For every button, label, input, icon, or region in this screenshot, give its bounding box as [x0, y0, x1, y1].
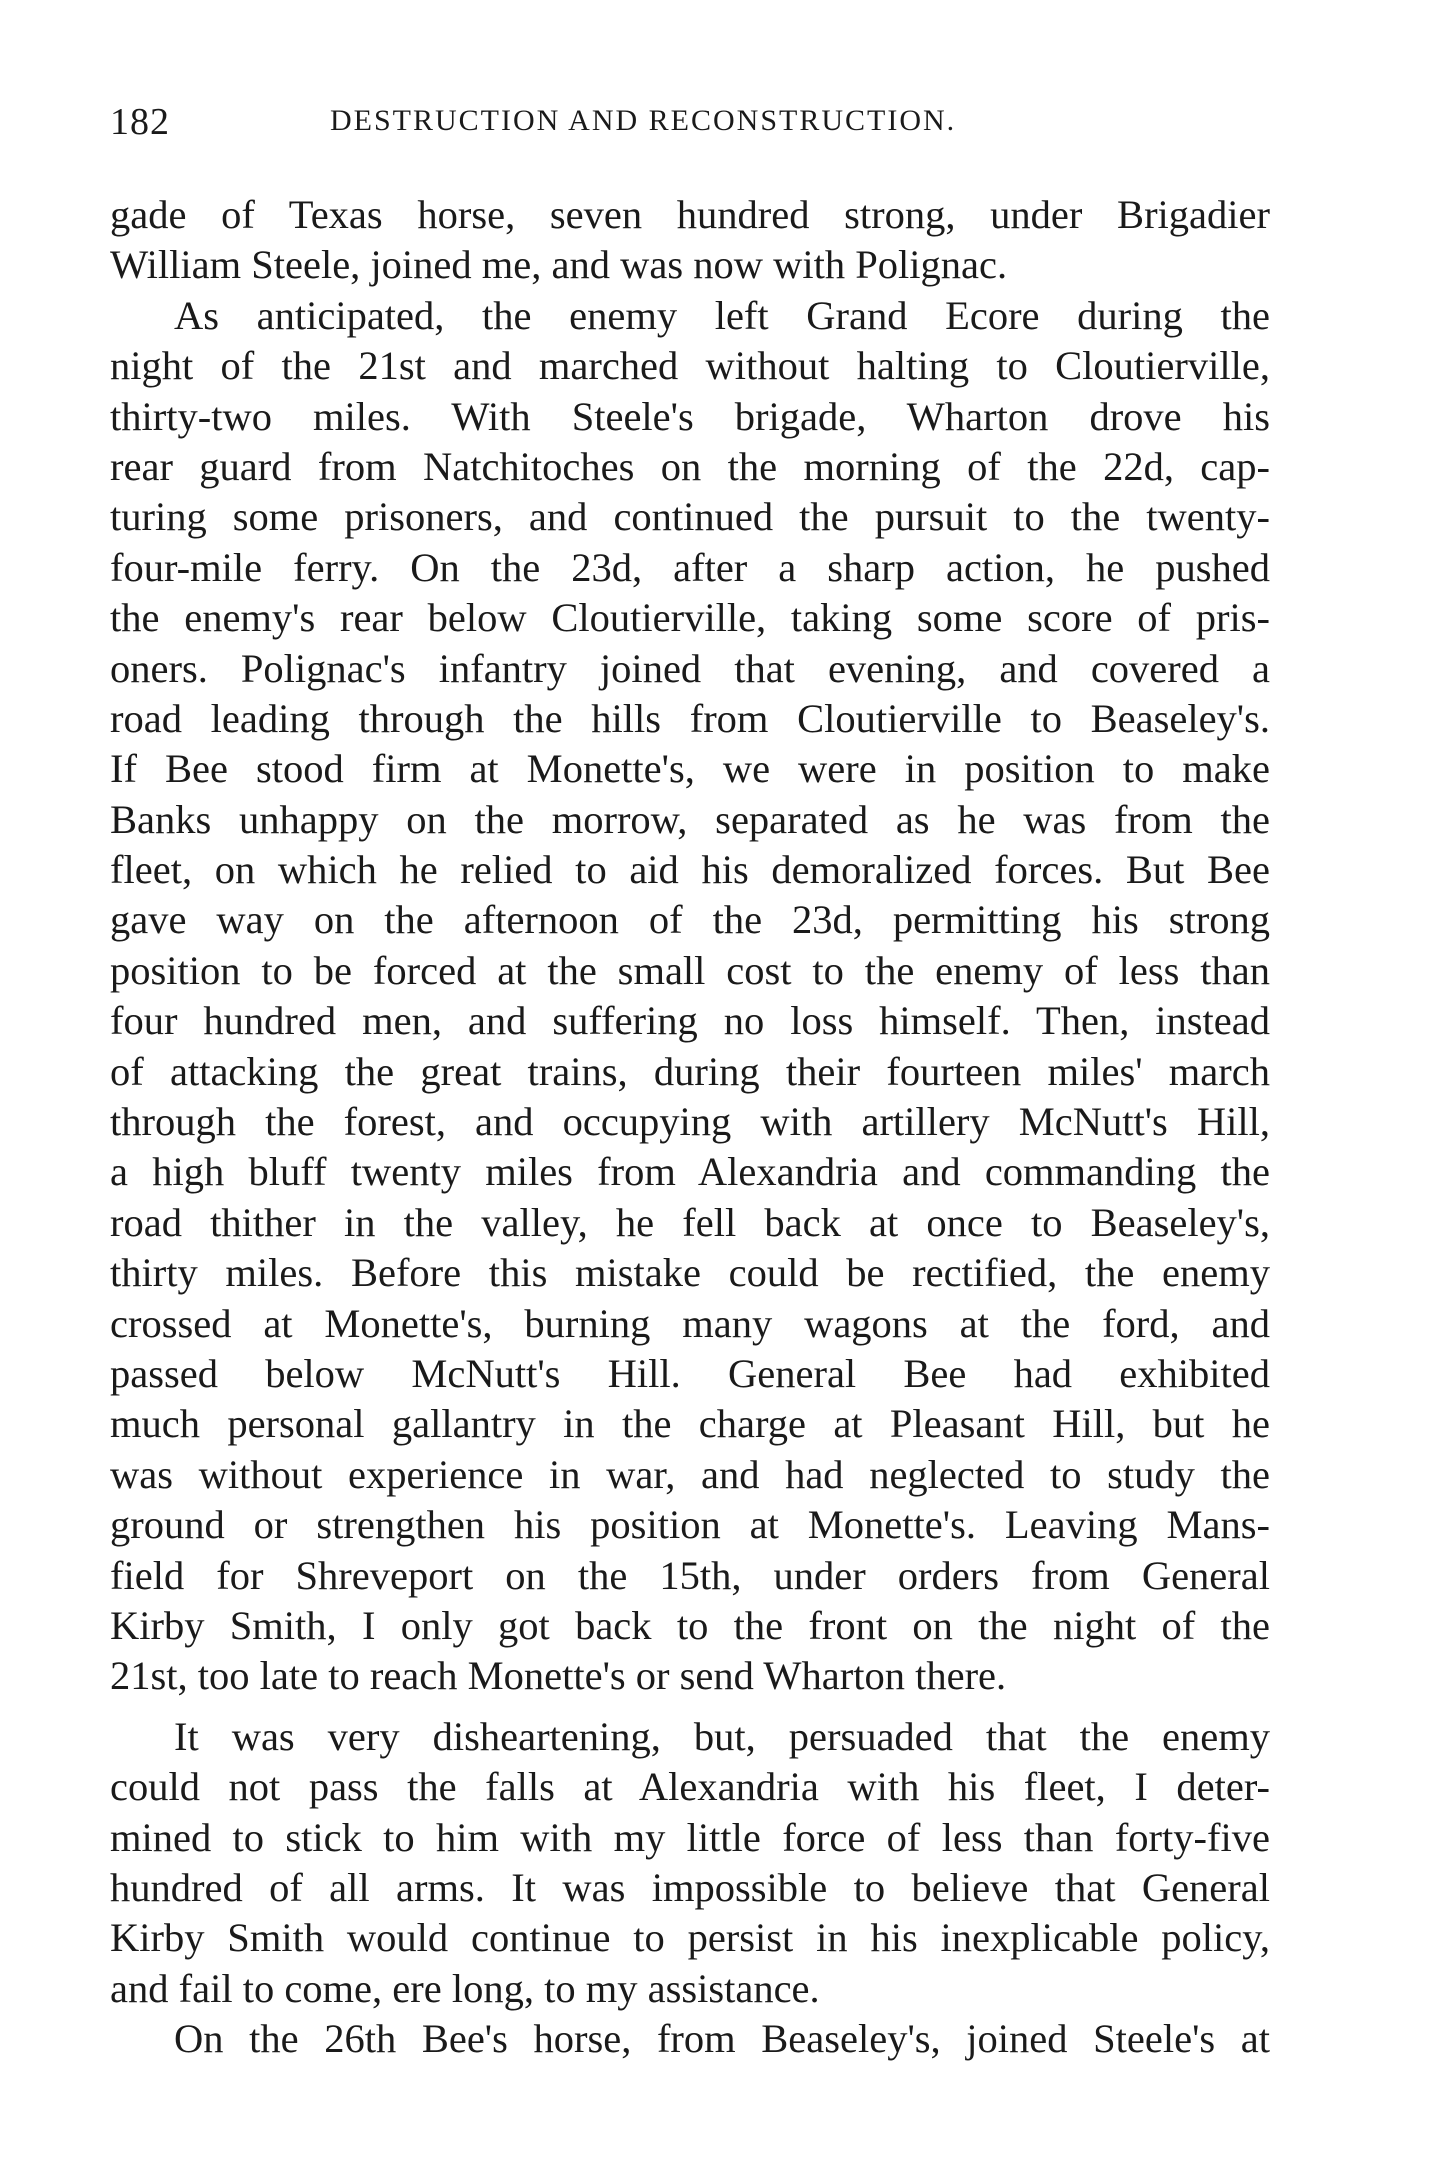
page-number: 182: [110, 101, 170, 143]
text-line: On the 26th Bee's horse, from Beaseley's, joined Steele's at: [174, 2016, 1270, 2062]
paragraph: [110, 1712, 1270, 2014]
running-title: DESTRUCTION AND RECONSTRUCTION.: [330, 104, 957, 137]
text-line: rear guard from Natchitoches on the morning of the 22d, cap-: [110, 443, 1270, 489]
text-line: night of the 21st and marched without halting to Cloutierville,: [110, 343, 1270, 389]
text-line: road thither in the valley, he fell back at once to Beaseley's,: [110, 1199, 1270, 1245]
paragraph: [110, 190, 1270, 291]
text-line: 21st, too late to reach Monette's or send Wharton there.: [110, 1653, 1007, 1699]
text-line: road leading through the hills from Cloutierville to Beaseley's.: [110, 695, 1270, 741]
text-line: crossed at Monette's, burning many wagons at the ford, and: [110, 1300, 1270, 1346]
text-line: much personal gallantry in the charge at Pleasant Hill, but he: [110, 1401, 1270, 1447]
text-line: and fail to come, ere long, to my assistance.: [110, 1965, 820, 2011]
text-line: a high bluff twenty miles from Alexandria and commanding the: [110, 1149, 1270, 1195]
text-line: hundred of all arms. It was impossible to believe that General: [110, 1864, 1270, 1910]
text-line: Banks unhappy on the morrow, separated as he was from the: [110, 796, 1270, 842]
text-line: thirty-two miles. With Steele's brigade, Wharton drove his: [110, 393, 1270, 439]
text-line: gade of Texas horse, seven hundred strong, under Brigadier: [110, 192, 1270, 237]
text-line: It was very disheartening, but, persuaded that the enemy: [174, 1713, 1270, 1759]
text-line: through the forest, and occupying with artillery McNutt's Hill,: [110, 1099, 1270, 1145]
text-line: of attacking the great trains, during their fourteen miles' march: [110, 1048, 1270, 1094]
text-line: Kirby Smith, I only got back to the front on the night of the: [110, 1602, 1270, 1648]
text-line: ground or strengthen his position at Monette's. Leaving Mans-: [110, 1502, 1270, 1548]
text-line: passed below McNutt's Hill. General Bee had exhibited: [110, 1350, 1270, 1396]
text-line: four hundred men, and suffering no loss himself. Then, instead: [110, 998, 1270, 1044]
text-line: If Bee stood firm at Monette's, we were in position to make: [110, 746, 1270, 792]
page-header: [110, 100, 1270, 160]
text-line: oners. Polignac's infantry joined that evening, and covered a: [110, 645, 1270, 691]
text-line: the enemy's rear below Cloutierville, taking some score of pris-: [110, 595, 1270, 641]
text-line: was without experience in war, and had neglected to study the: [110, 1451, 1270, 1497]
text-line: William Steele, joined me, and was now with Polignac.: [110, 242, 1008, 288]
text-line: position to be forced at the small cost to the enemy of less than: [110, 947, 1270, 993]
text-line: As anticipated, the enemy left Grand Ecore during the: [174, 292, 1270, 338]
text-line: Kirby Smith would continue to persist in his inexplicable policy,: [110, 1915, 1270, 1961]
text-line: fleet, on which he relied to aid his demoralized forces. But Bee: [110, 847, 1270, 893]
body-text: [110, 190, 1270, 2130]
text-line: four-mile ferry. On the 23d, after a sharp action, he pushed: [110, 544, 1270, 590]
text-line: gave way on the afternoon of the 23d, permitting his strong: [110, 897, 1270, 943]
text-line: thirty miles. Before this mistake could be rectified, the enemy: [110, 1250, 1270, 1296]
paragraph: [110, 2014, 1270, 2064]
text-line: turing some prisoners, and continued the pursuit to the twenty-: [110, 494, 1270, 540]
text-line: mined to stick to him with my little force of less than forty-five: [110, 1814, 1270, 1860]
paragraph: [110, 291, 1270, 1702]
paragraph-gap: [110, 1702, 1270, 1712]
text-line: field for Shreveport on the 15th, under orders from General: [110, 1552, 1270, 1598]
text-line: could not pass the falls at Alexandria with his fleet, I deter-: [110, 1764, 1270, 1810]
